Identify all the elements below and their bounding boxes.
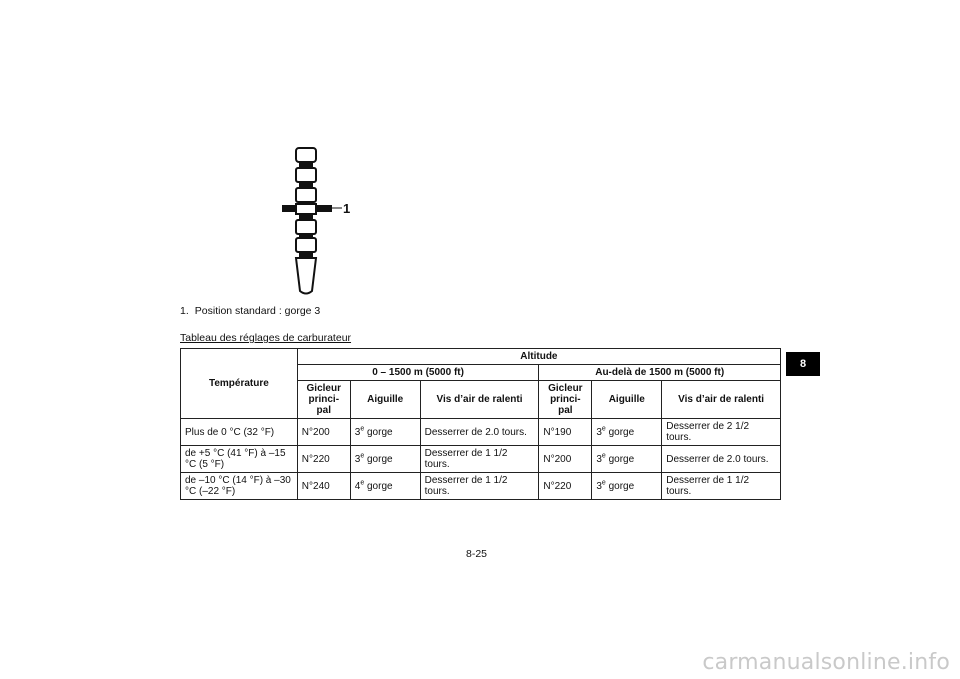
cell-needle [350,473,420,500]
table-title: Tableau des réglages de carburateur [180,332,352,344]
table-row [181,419,781,446]
watermark: carmanualsonline.info [702,650,950,675]
cell-main-jet: N°200 [297,419,350,446]
header-pilot-screw: Vis d’air de ralenti [662,381,781,419]
header-altitude: Altitude [297,349,780,365]
cell-pilot-screw: Desserrer de 1 1/2 tours. [420,473,539,500]
header-needle: Aiguille [592,381,662,419]
table-row [181,446,781,473]
cell-needle [350,446,420,473]
caption-number: 1. [180,305,189,317]
header-main-jet: Gicleur princi- pal [539,381,592,419]
needle-number: 3 [596,480,602,492]
chapter-tab: 8 [786,352,820,376]
cell-temperature: Plus de 0 °C (32 °F) [181,419,298,446]
cell-main-jet: N°200 [539,446,592,473]
callout-label: 1 [343,201,351,216]
needle-word: gorge [605,480,635,492]
cell-main-jet: N°190 [539,419,592,446]
jet-needle-icon [278,146,368,296]
needle-suffix: e [360,425,365,433]
carburetor-settings-table [180,348,781,500]
needle-suffix: e [601,452,606,460]
needle-word: gorge [364,453,393,465]
jet-needle-illustration [278,146,368,296]
needle-word: gorge [605,453,635,465]
figure-caption [180,305,320,317]
cell-temperature: de –10 °C (14 °F) à –30 °C (–22 °F) [181,473,298,500]
header-altitude-low: 0 – 1500 m (5000 ft) [297,365,539,381]
cell-main-jet: N°220 [297,446,350,473]
header-main-jet: Gicleur princi- pal [297,381,350,419]
table-header-row [181,349,781,365]
needle-number: 3 [354,426,361,438]
cell-temperature: de +5 °C (41 °F) à –15 °C (5 °F) [181,446,298,473]
needle-suffix: e [360,452,365,460]
needle-number: 4 [354,480,361,492]
page-number: 8-25 [466,548,488,560]
needle-suffix: e [360,479,365,487]
cell-pilot-screw: Desserrer de 2 1/2 tours. [662,419,781,446]
cell-main-jet: N°240 [297,473,350,500]
needle-number: 3 [596,426,602,438]
table-row [181,473,781,500]
cell-pilot-screw: Desserrer de 1 1/2 tours. [420,446,539,473]
cell-main-jet: N°220 [539,473,592,500]
needle-word: gorge [605,426,635,438]
header-temperature: Température [181,349,298,419]
cell-needle [350,419,420,446]
caption-text: Position standard : gorge 3 [194,305,321,317]
cell-needle [592,473,662,500]
needle-word: gorge [364,480,393,492]
header-altitude-high: Au-delà de 1500 m (5000 ft) [539,365,781,381]
needle-number: 3 [596,453,602,465]
cell-needle [592,446,662,473]
header-pilot-screw: Vis d’air de ralenti [420,381,539,419]
cell-pilot-screw: Desserrer de 2.0 tours. [420,419,539,446]
cell-pilot-screw: Desserrer de 1 1/2 tours. [662,473,781,500]
needle-number: 3 [354,453,361,465]
needle-suffix: e [601,479,606,487]
cell-needle [592,419,662,446]
needle-suffix: e [601,425,606,433]
header-needle: Aiguille [350,381,420,419]
cell-pilot-screw: Desserrer de 2.0 tours. [662,446,781,473]
needle-word: gorge [364,426,393,438]
